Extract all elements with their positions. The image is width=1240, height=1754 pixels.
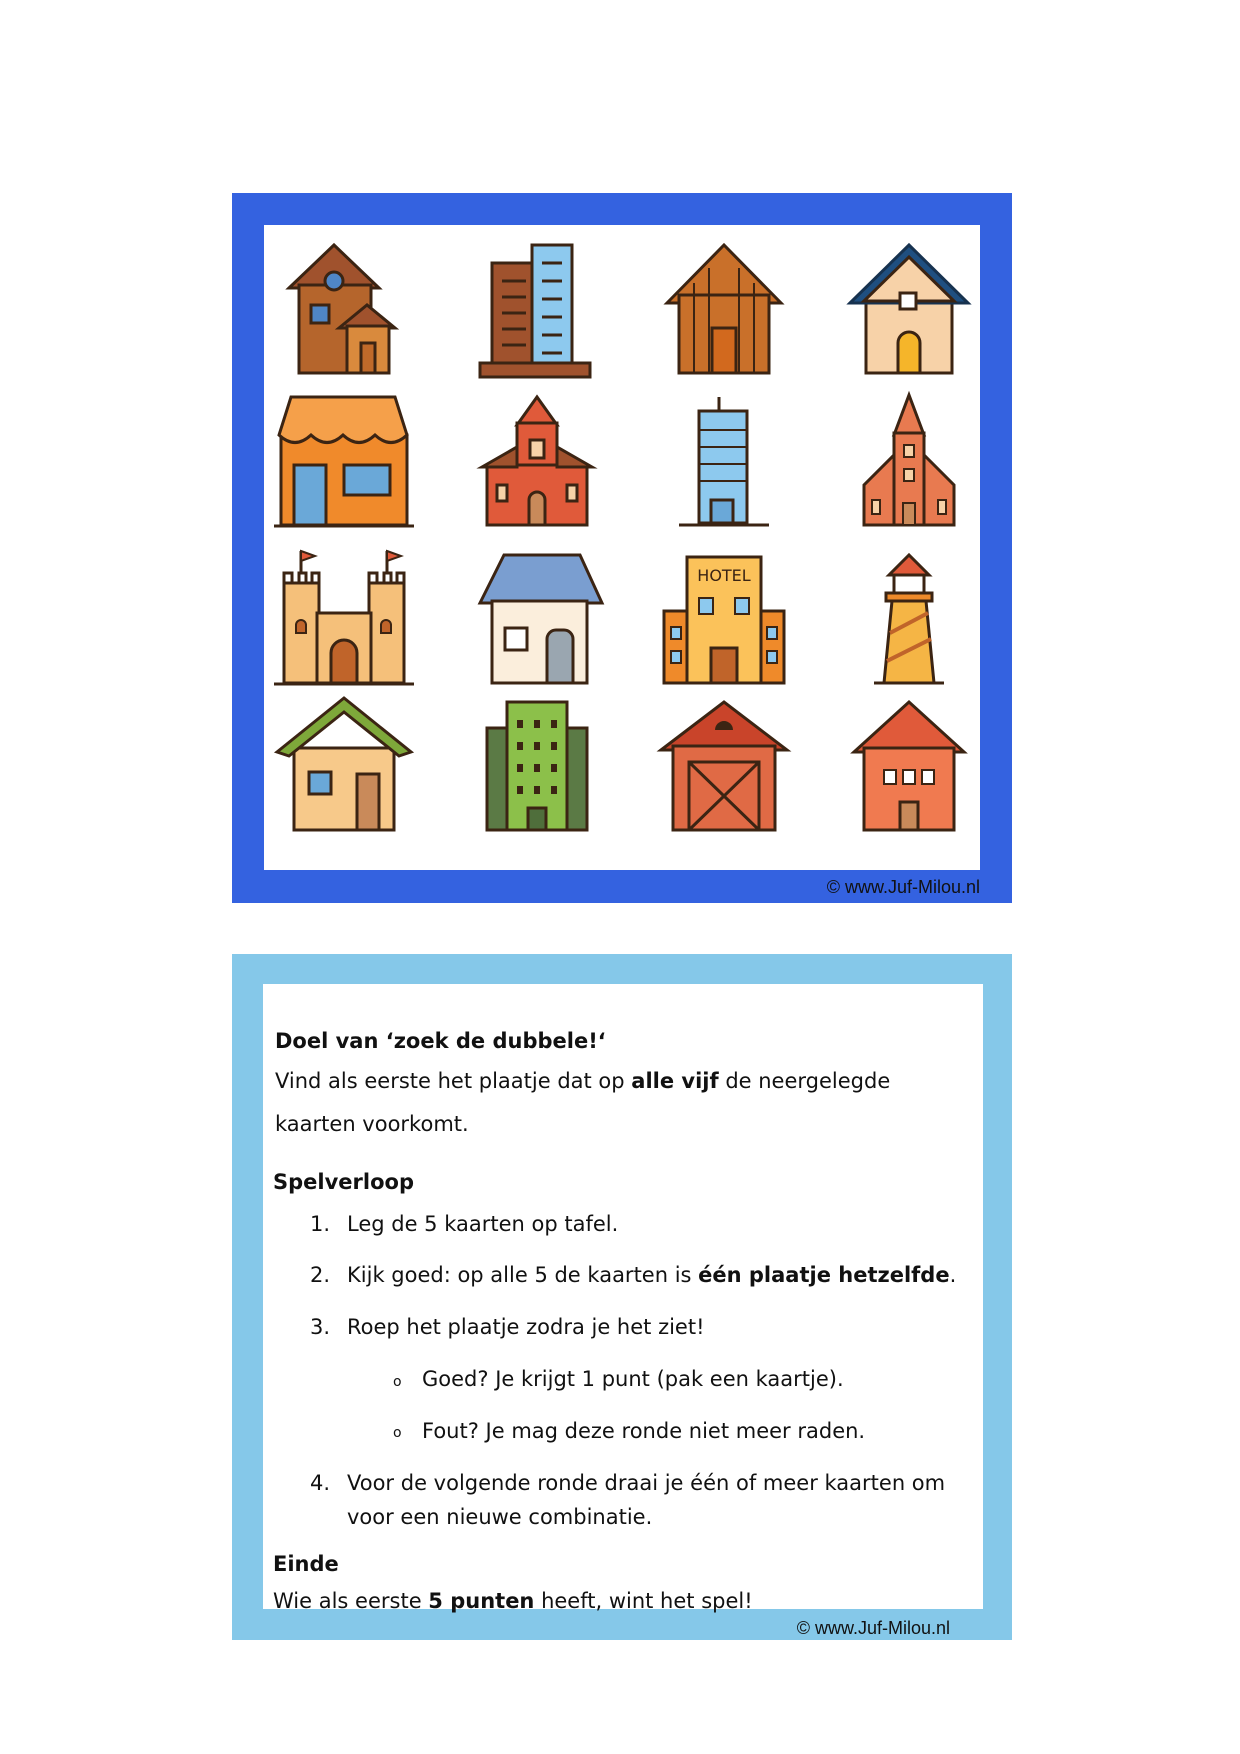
picture-card [232, 193, 1012, 903]
step-number: 3. [310, 1315, 331, 1339]
skyscraper-icon [649, 385, 799, 535]
shop-icon [269, 385, 419, 535]
step-number: 2. [310, 1263, 331, 1287]
step-1: Leg de 5 kaarten op tafel. [347, 1212, 619, 1236]
step-4-line-1: Voor de volgende ronde draai je één of meer kaarten om [347, 1471, 946, 1495]
sub-point-2: Fout? Je mag deze ronde niet meer raden. [422, 1419, 866, 1443]
step-3: Roep het plaatje zodra je het ziet! [347, 1315, 705, 1339]
blue-roof-house-icon [462, 543, 612, 693]
step-2: Kijk goed: op alle 5 de kaarten is één plaatje hetzelfde. [347, 1263, 957, 1287]
castle-icon [269, 543, 419, 693]
rules-card [232, 954, 1012, 1640]
goal-line-1: Vind als eerste het plaatje dat op alle vijf de neergelegde [275, 1069, 891, 1093]
bullet-icon: o [393, 1425, 402, 1441]
church-icon [462, 385, 612, 535]
goal-line-2: kaarten voorkomt. [275, 1112, 469, 1136]
hotel-sign-text: HOTEL [697, 566, 751, 585]
office-tower-icon [462, 233, 612, 383]
green-roof-house-icon [269, 690, 419, 840]
red-house-icon [834, 690, 984, 840]
sub-point-1: Goed? Je krijgt 1 punt (pak een kaartje). [422, 1367, 844, 1391]
barn-icon [649, 690, 799, 840]
step-number: 1. [310, 1212, 331, 1236]
end-line: Wie als eerste 5 punten heeft, wint het spel! [273, 1589, 753, 1613]
bullet-icon: o [393, 1374, 402, 1390]
step-number: 4. [310, 1471, 331, 1495]
rules-title: Doel van ‘zoek de dubbele!‘ [275, 1029, 606, 1053]
section-spelverloop: Spelverloop [273, 1170, 414, 1194]
wooden-house-icon [649, 233, 799, 383]
chapel-icon [834, 385, 984, 535]
lighthouse-icon [834, 543, 984, 693]
copyright-text: © www.Juf-Milou.nl [796, 1618, 950, 1638]
rules-card-face [263, 984, 983, 1613]
hotel-icon [649, 543, 799, 693]
green-building-icon [462, 690, 612, 840]
step-4-line-2: voor een nieuwe combinatie. [347, 1505, 653, 1529]
copyright-text: © www.Juf-Milou.nl [826, 877, 980, 897]
section-einde: Einde [273, 1552, 339, 1576]
house-icon [269, 233, 419, 383]
cottage-icon [834, 233, 984, 383]
picture-card-face [264, 225, 980, 870]
